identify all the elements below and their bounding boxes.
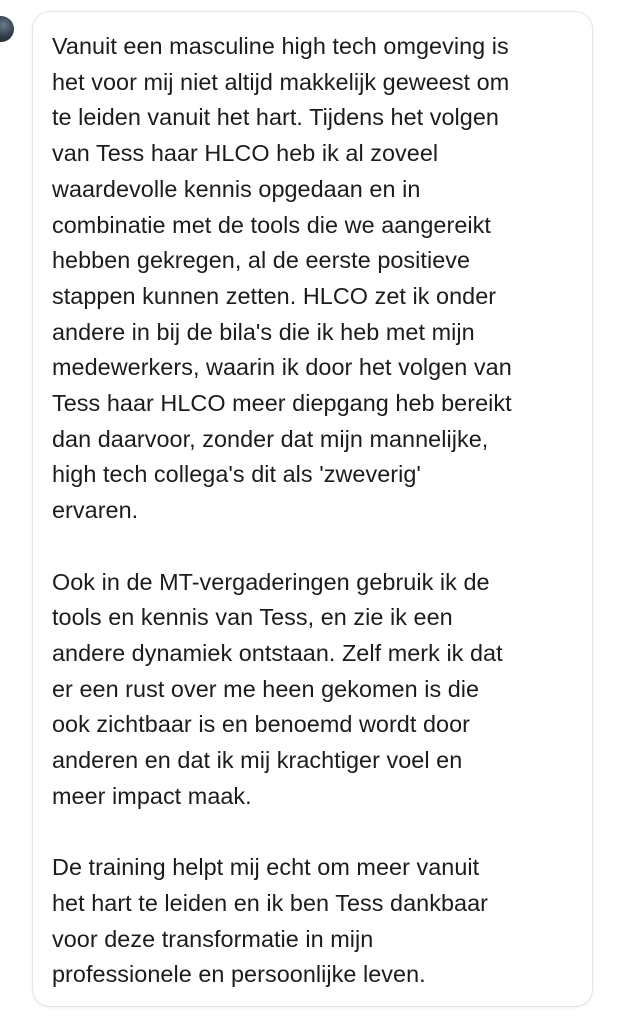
message-paragraph-1: Vanuit een masculine high tech omgeving is het voor mij niet altijd makkelijk geweest om te leiden vanuit het hart. Tijdens het volgen van Tess haar HLCO heb ik al zoveel waardevolle kennis opgedaan en in combinatie met de tools die we aangereikt hebben gekregen, al de eerste positieve stappen kunnen zetten. HLCO zet ik onder andere in bij de bila's die ik heb met mijn medewerkers, waarin ik door het volgen van Tess haar HLCO meer diepgang heb bereikt dan daarvoor, zonder dat mijn mannelijke, high tech collega's dit als 'zweverig' ervaren.	[52, 33, 512, 524]
message-paragraph-2: Ook in de MT-vergaderingen gebruik ik de tools en kennis van Tess, en zie ik een andere dynamiek ontstaan. Zelf merk ik dat er een rust over me heen gekomen is die ook zichtbaar is en benoemd wordt door anderen en dat ik mij krachtiger voel en meer impact maak.	[52, 568, 503, 809]
message-text	[52, 29, 582, 993]
message-paragraph-3: De training helpt mij echt om meer vanuit het hart te leiden en ik ben Tess dankbaar voor deze transformatie in mijn professionele en persoonlijke leven.	[52, 854, 488, 988]
paragraph-spacer	[52, 529, 582, 565]
avatar[interactable]	[0, 16, 14, 42]
paragraph-spacer	[52, 814, 582, 850]
